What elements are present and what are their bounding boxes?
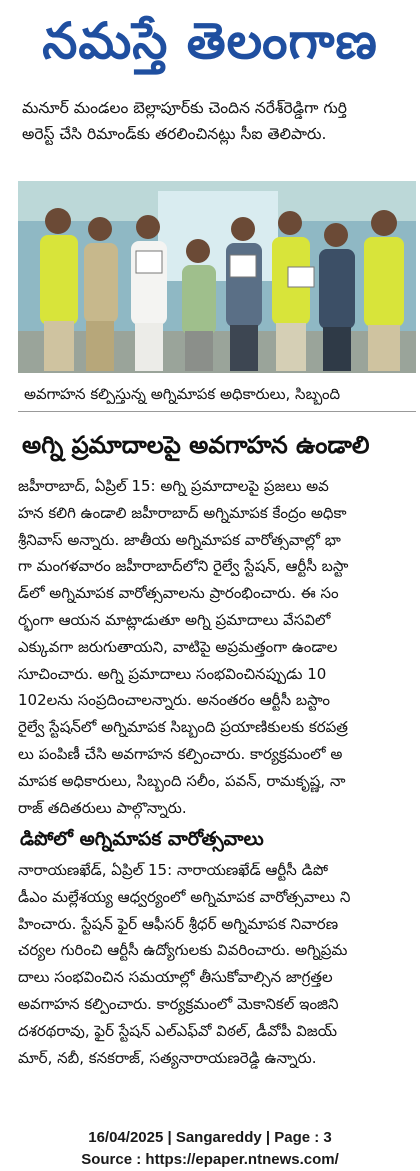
article-subheadline: డిపోలో అగ్నిమాపక వారోత్సవాలు — [20, 828, 264, 850]
article2-line: డీఎం మల్లేశయ్య ఆధ్వర్యంలో అగ్నిమాపక వారోత్సవాలు ని — [18, 887, 351, 906]
article-line: లు పంపిణీ చేసి అవగాహన కల్పించారు. కార్యక్రమంలో అ — [18, 744, 343, 763]
article-line: శ్రీనివాస్ అన్నారు. జాతీయ అగ్నిమాపక వారోత్సవాల్లో భా — [18, 530, 341, 549]
article-line: ఎక్కువగా జరుగుతాయని, వాటిపై అప్రమత్తంగా ఉండాల — [18, 637, 338, 656]
photo-illustration — [18, 181, 416, 373]
article-line: డ్‌లో అగ్నిమాపక వారోత్సవాలను ప్రారంభించారు. ఈ సం — [18, 584, 339, 603]
article-body — [18, 473, 416, 821]
news-photo — [18, 181, 416, 373]
article-line: రాజ్ తదితరులు పాల్గొన్నారు. — [18, 798, 187, 817]
article2-line: దశరథరావు, ఫైర్ స్టేషన్ ఎల్ఎఫ్‌వో విఠల్, డీవోపీ విజయ్ — [18, 1021, 338, 1040]
article2-line: హించారు. స్టేషన్ ఫైర్ ఆఫీసర్ శ్రీధర్ అగ్నిమాపక నివారణ — [18, 914, 339, 933]
footer — [0, 1127, 420, 1171]
article-line: రైల్వే స్టేషన్‌లో అగ్నిమాపక సిబ్బంది ప్రయాణికులకు కరపత్ర — [18, 718, 348, 737]
article2-line: అవగాహన కల్పించారు. కార్యక్రమంలో మెకానికల్ ఇంజిని — [18, 994, 339, 1013]
article-line: గా మంగళవారం జహీరాబాద్‌లోని రైల్వే స్టేషన్, ఆర్టీసీ బస్టా — [18, 557, 349, 576]
lead-line-2: అరెస్ట్ చేసి రిమాండ్‌కు తరలించినట్లు సీఐ తెలిపారు. — [22, 125, 327, 143]
article2-line: దాలు సంభవించిన సమయాల్లో తీసుకోవాల్సిన జాగ్రత్తల — [18, 968, 333, 987]
photo-caption: అవగాహన కల్పిస్తున్న అగ్నిమాపక అధికారులు, సిబ్బంది — [18, 377, 416, 412]
article2-line: చర్యల గురించి ఆర్టీసీ ఉద్యోగులకు వివరించారు. అగ్నిప్రమ — [18, 941, 348, 960]
article-line: ర్భంగా ఆయన మాట్లాడుతూ అగ్ని ప్రమాదాలు వేసవిలో — [18, 610, 331, 629]
article2-line: మార్, నబీ, కనకరాజ్, సత్యనారాయణరెడ్డి ఉన్నారు. — [18, 1048, 317, 1067]
article-line: సూచించారు. అగ్ని ప్రమాదాలు సంభవించినప్పుడు 10 — [18, 664, 327, 683]
article-headline: అగ్ని ప్రమాదాలపై అవగాహన ఉండాలి — [22, 431, 370, 459]
article-line: 102లను సంప్రదించాలన్నారు. అనంతరం ఆర్టీసీ బస్టాం — [18, 691, 331, 710]
masthead-title: నమస్తే తెలంగాణ — [42, 11, 378, 70]
article-line: హన కలిగి ఉండాలి జహీరాబాద్ అగ్నిమాపక కేంద్రం అధికా — [18, 503, 347, 522]
newspaper-clipping — [18, 95, 416, 1135]
footer-source: Source : https://epaper.ntnews.com/ — [81, 1151, 339, 1168]
article2-body — [18, 857, 416, 1071]
footer-edition-info: 16/04/2025 | Sangareddy | Page : 3 — [88, 1129, 332, 1146]
article2-line: నారాయణఖేడ్, ఏప్రిల్ 15: నారాయణఖేడ్ ఆర్టీసీ డిపో — [18, 861, 328, 879]
masthead — [0, 0, 420, 82]
lead-line-1: మనూర్ మండలం బెల్లాపూర్‌కు చెందిన నరేశ్‌రెడ్డిగా గుర్తి — [22, 99, 347, 117]
article-line: జహీరాబాద్, ఏప్రిల్ 15: అగ్ని ప్రమాదాలపై ప్రజలు అవ — [18, 477, 329, 495]
article-line: మాపక అధికారులు, సిబ్బంది సలీం, పవన్, రామకృష్ణ, నా — [18, 771, 346, 790]
